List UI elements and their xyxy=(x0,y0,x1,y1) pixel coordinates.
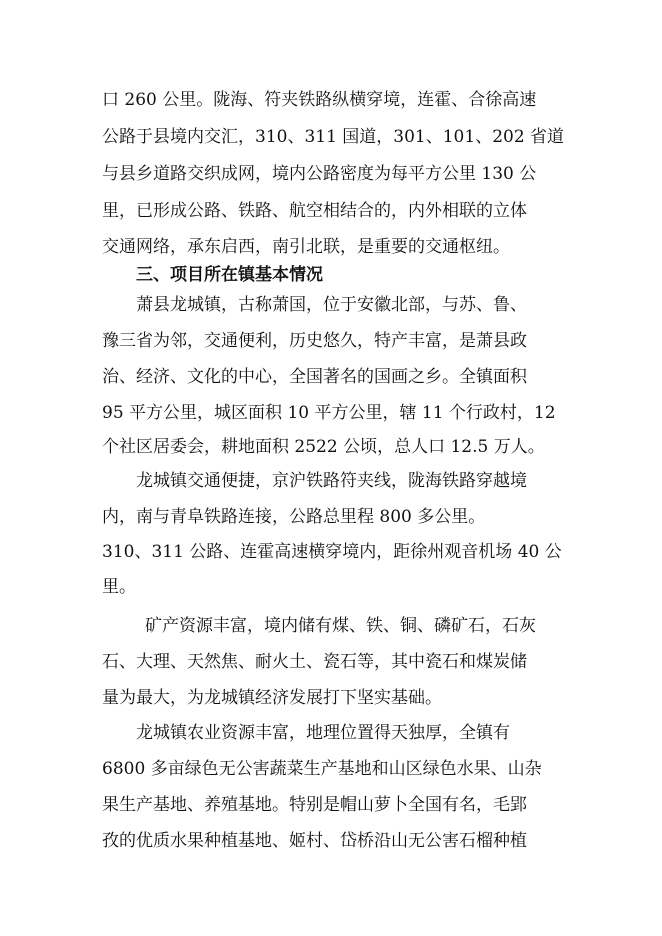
paragraph-line: 95 平方公里，城区面积 10 平方公里，辖 11 个行政村，12 xyxy=(102,403,556,423)
paragraph-line: 交通网络，承东启西，南引北联，是重要的交通枢纽。 xyxy=(102,237,510,257)
paragraph-line: 萧县龙城镇，古称萧国，位于安徽北部，与苏、鲁、 xyxy=(136,295,527,315)
paragraph-line: 公路于县境内交汇，310、311 国道，301、101、202 省道 xyxy=(102,127,565,147)
paragraph-line: 6800 多亩绿色无公害蔬菜生产基地和山区绿色水果、山杂 xyxy=(102,759,542,779)
paragraph-line: 石、大理、天然焦、耐火土、瓷石等，其中瓷石和煤炭储 xyxy=(102,652,527,672)
paragraph-line: 治、经济、文化的中心，全国著名的国画之乡。全镇面积 xyxy=(102,367,527,387)
paragraph-line: 内，南与青阜铁路连接，公路总里程 800 多公里。 xyxy=(102,507,486,527)
paragraph-line: 个社区居委会，耕地面积 2522 公顷，总人口 12.5 万人。 xyxy=(102,437,545,457)
section-heading: 三、项目所在镇基本情况 xyxy=(136,265,323,285)
paragraph-line: 龙城镇农业资源丰富，地理位置得天独厚，全镇有 xyxy=(136,723,510,743)
paragraph-line: 里。 xyxy=(102,577,136,597)
paragraph-line: 里，已形成公路、铁路、航空相结合的，内外相联的立体 xyxy=(102,201,527,221)
paragraph-line: 龙城镇交通便捷，京沪铁路符夹线，陇海铁路穿越境 xyxy=(136,471,527,491)
paragraph-line: 果生产基地、养殖基地。特别是帽山萝卜全国有名，毛郢 xyxy=(102,795,527,815)
paragraph-line: 矿产资源丰富，境内储有煤、铁、铜、磷矿石，石灰 xyxy=(145,616,536,636)
paragraph-line: 豫三省为邻，交通便利，历史悠久，特产丰富，是萧县政 xyxy=(102,331,527,351)
paragraph-line: 310、311 公路、连霍高速横穿境内，距徐州观音机场 40 公 xyxy=(102,542,562,562)
paragraph-line: 量为最大，为龙城镇经济发展打下坚实基础。 xyxy=(102,688,442,708)
paragraph-line: 与县乡道路交织成网，境内公路密度为每平方公里 130 公 xyxy=(102,164,537,184)
paragraph-line: 孜的优质水果种植基地、姬村、岱桥沿山无公害石榴种植 xyxy=(102,831,527,851)
paragraph-line: 口 260 公里。陇海、符夹铁路纵横穿境，连霍、合徐高速 xyxy=(102,90,537,110)
